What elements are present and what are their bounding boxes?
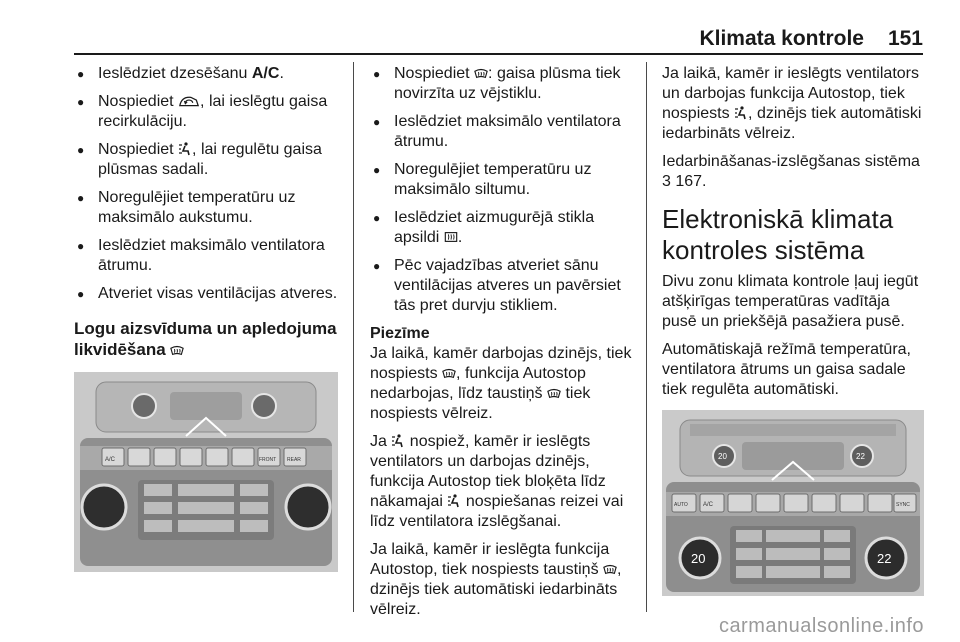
preview-right-temp: 22 xyxy=(856,452,865,461)
airflow-person-icon xyxy=(734,106,748,120)
column-divider-1 xyxy=(353,62,354,612)
windscreen-defrost-icon xyxy=(442,366,456,380)
note-paragraph-1: Ja laikā, kamēr darbojas dzinējs, tiek nospiests , funkcija Autostop nedarbojas, līdz taustiņš tiek nospiests vēlreiz. xyxy=(370,345,632,422)
note-paragraph-3: Ja laikā, kamēr ir ieslēgta funkcija Autostop, tiek nospiests taustiņš , dzinējs tiek automātiski iedarbināts vēlreiz. xyxy=(370,541,622,618)
list-item: ● Noregulējiet temperatūru uz maksimālo siltumu. xyxy=(370,160,636,200)
column-3 xyxy=(662,64,924,596)
list-item: ● Pēc vajadzības atveriet sānu ventilācijas atveres un pavērsiet tās pret durvju stikliem. xyxy=(370,256,636,316)
bullet-list-1 xyxy=(74,64,338,304)
list-item: ● Noregulējiet temperatūru uz maksimālo aukstumu. xyxy=(74,188,338,228)
right-temp-display: 22 xyxy=(877,551,892,566)
panel-label-rear: REAR xyxy=(287,457,301,463)
list-item: ● Atveriet visas ventilācijas atveres. xyxy=(74,284,338,304)
panel-label-front: FRONT xyxy=(259,457,277,463)
paragraph-auto-mode: Automātiskajā režīmā temperatūra, ventilatora ātrums un gaisa sadale tiek regulēta automātiski. xyxy=(662,341,911,398)
page-number: 151 xyxy=(887,27,923,50)
note-heading: Piezīme xyxy=(370,325,430,342)
windscreen-defrost-icon xyxy=(603,562,617,576)
preview-left-temp: 20 xyxy=(718,452,727,461)
list-item: ● Ieslēdziet dzesēšanu A/C. xyxy=(74,64,338,84)
list-item: ● Nospiediet , lai ieslēgtu gaisa recirkulāciju. xyxy=(74,92,338,132)
section-heading: Elektroniskā klimata kontroles sistēma xyxy=(662,204,894,265)
airflow-person-icon xyxy=(178,142,192,156)
windscreen-defrost-icon xyxy=(170,343,184,357)
panel-label-ac: A/C xyxy=(105,457,116,463)
airflow-person-icon xyxy=(391,434,405,448)
rear-window-heat-icon xyxy=(444,230,458,244)
climate-panel-photo xyxy=(74,372,338,572)
paragraph-dual-zone: Divu zonu klimata kontrole ļauj iegūt atšķirīgas temperatūras vadītāja pusē un priekšējā pasažiera pusē. xyxy=(662,273,919,330)
header-title: Klimata kontrole xyxy=(699,27,864,50)
panel-label-sync: SYNC xyxy=(896,502,910,508)
list-item: ● Ieslēdziet aizmugurējā stikla apsildi . xyxy=(370,208,636,248)
bullet-list-2 xyxy=(370,64,636,316)
list-item: ● Nospiediet , lai regulētu gaisa plūsmas sadali. xyxy=(74,140,338,180)
airflow-person-icon xyxy=(447,494,461,508)
electronic-climate-panel-photo xyxy=(662,410,924,596)
windscreen-defrost-icon xyxy=(474,66,488,80)
left-temp-display: 20 xyxy=(691,551,706,566)
subheading-defrost: Logu aizsvīduma un apledojuma likvidēšana xyxy=(74,319,337,359)
note-paragraph-2: Ja nospiež, kamēr ir ieslēgts ventilators un darbojas dzinējs, funkcija Autostop tiek bloķēta līdz nākamajai nospiešanas reizei vai līdz ventilatora izslēgšanai. xyxy=(370,433,624,530)
column-divider-2 xyxy=(646,62,647,612)
windscreen-defrost-icon xyxy=(547,386,561,400)
recirculation-icon xyxy=(178,94,200,108)
column-1 xyxy=(74,64,338,572)
column-2 xyxy=(370,64,636,628)
list-item: ● Ieslēdziet maksimālo ventilatora ātrumu. xyxy=(370,112,636,152)
list-item: ● Nospiediet : gaisa plūsma tiek novirzīta uz vējstiklu. xyxy=(370,64,636,104)
header-rule xyxy=(74,53,923,55)
footer-watermark: carmanualsonline.info xyxy=(718,615,924,637)
list-item: ● Ieslēdziet maksimālo ventilatora ātrumu. xyxy=(74,236,338,276)
panel-label-ac-2: A/C xyxy=(703,502,714,508)
panel-label-auto: AUTO xyxy=(674,502,688,508)
page-reference[interactable]: 3 167. xyxy=(662,173,707,190)
paragraph-start-stop-ref: Iedarbināšanas-izslēgšanas sistēma 3 167. xyxy=(662,153,920,190)
paragraph-autostop: Ja laikā, kamēr ir ieslēgts ventilators un darbojas funkcija Autostop, tiek nospiests , dzinējs tiek automātiski iedarbināts vēlreiz. xyxy=(662,65,922,142)
